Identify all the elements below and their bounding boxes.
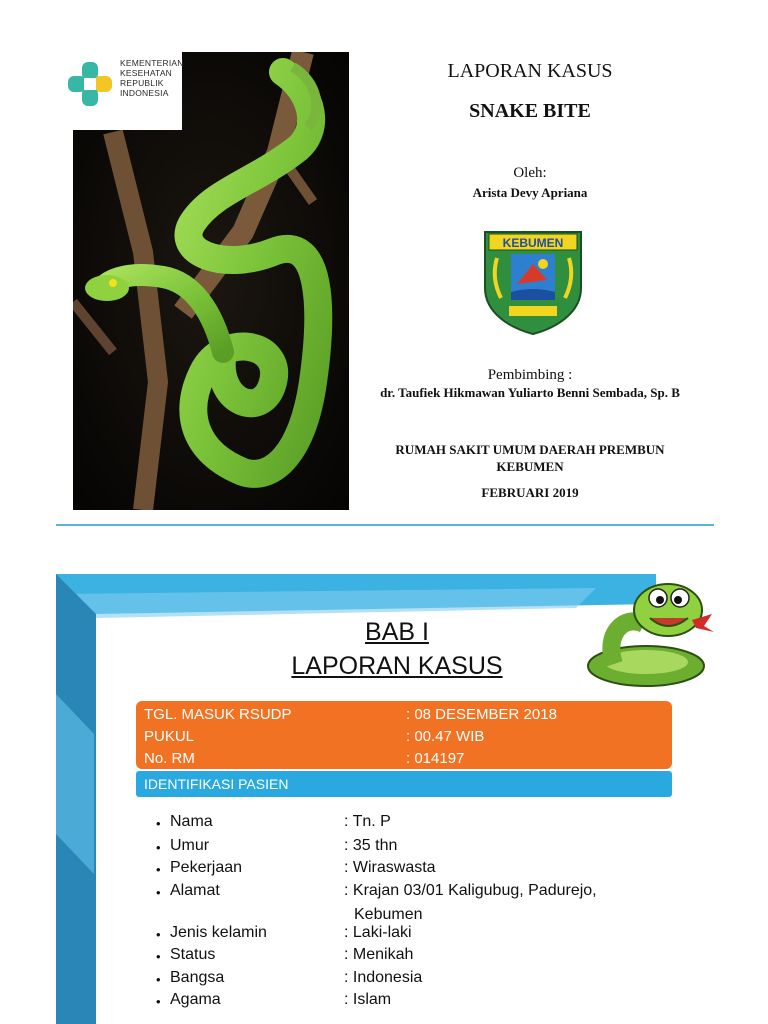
admission-date-label: TGL. MASUK RSUDP (144, 706, 292, 723)
patient-address-label: Alamat (170, 882, 220, 899)
bullet-icon: • (156, 816, 161, 831)
patient-name-label: Nama (170, 813, 213, 830)
patient-address-value: : Krajan 03/01 Kaligubug, Padurejo, (344, 882, 597, 899)
chapter-title: LAPORAN KASUS (291, 652, 503, 680)
emblem-text: KEBUMEN (502, 236, 564, 250)
advisor-name: dr. Taufiek Hikmawan Yuliarto Benni Sembada, Sp. B (380, 385, 680, 400)
hospital-line-1: RUMAH SAKIT UMUM DAERAH PREMBUN (395, 442, 665, 457)
chapter-heading: BAB I (365, 618, 429, 646)
medical-record-value: : 014197 (406, 750, 465, 767)
hospital-line-2: KEBUMEN (496, 459, 564, 474)
admission-date-value: : 08 DESEMBER 2018 (406, 706, 557, 723)
bullet-icon: • (156, 862, 161, 877)
report-subtitle: SNAKE BITE (469, 100, 591, 122)
bullet-icon: • (156, 927, 161, 942)
patient-religion-label: Agama (170, 991, 221, 1008)
slide-divider (56, 524, 714, 526)
admission-time-value: : 00.47 WIB (406, 728, 485, 745)
case-report-slide (56, 574, 716, 1024)
patient-name-value: : Tn. P (344, 813, 391, 830)
report-title: LAPORAN KASUS (447, 60, 613, 82)
bullet-icon: • (156, 840, 161, 855)
patient-age-label: Umur (170, 837, 210, 854)
patient-nationality-value: : Indonesia (344, 969, 423, 986)
bullet-icon: • (156, 885, 161, 900)
report-date: FEBRUARI 2019 (481, 485, 579, 500)
medical-record-label: No. RM (144, 750, 195, 767)
ministry-emblem-icon (62, 56, 118, 118)
author-name: Arista Devy Apriana (472, 185, 588, 200)
ministry-logo (56, 48, 182, 130)
advisor-label: Pembimbing : (487, 367, 573, 383)
patient-id-section-title: IDENTIFIKASI PASIEN (144, 776, 289, 792)
patient-gender-label: Jenis kelamin (170, 924, 267, 941)
patient-age-value: : 35 thn (344, 837, 398, 854)
patient-occupation-value: : Wiraswasta (344, 859, 436, 876)
patient-religion-value: : Islam (344, 991, 392, 1008)
patient-occupation-label: Pekerjaan (170, 859, 243, 876)
hospital-name (350, 441, 710, 475)
patient-status-value: : Menikah (344, 946, 414, 963)
patient-status-label: Status (170, 946, 216, 963)
patient-address-value-line2: Kebumen (354, 906, 423, 923)
bullet-icon: • (156, 972, 161, 987)
kebumen-emblem (481, 228, 585, 336)
bullet-icon: • (156, 949, 161, 964)
patient-nationality-label: Bangsa (170, 969, 225, 986)
author-label: Oleh: (513, 165, 547, 181)
patient-gender-value: : Laki-laki (344, 924, 412, 941)
ministry-name: KEMENTERIAN KESEHATAN REPUBLIK INDONESIA (120, 58, 184, 98)
admission-time-label: PUKUL (144, 728, 195, 745)
bullet-icon: • (156, 994, 161, 1009)
